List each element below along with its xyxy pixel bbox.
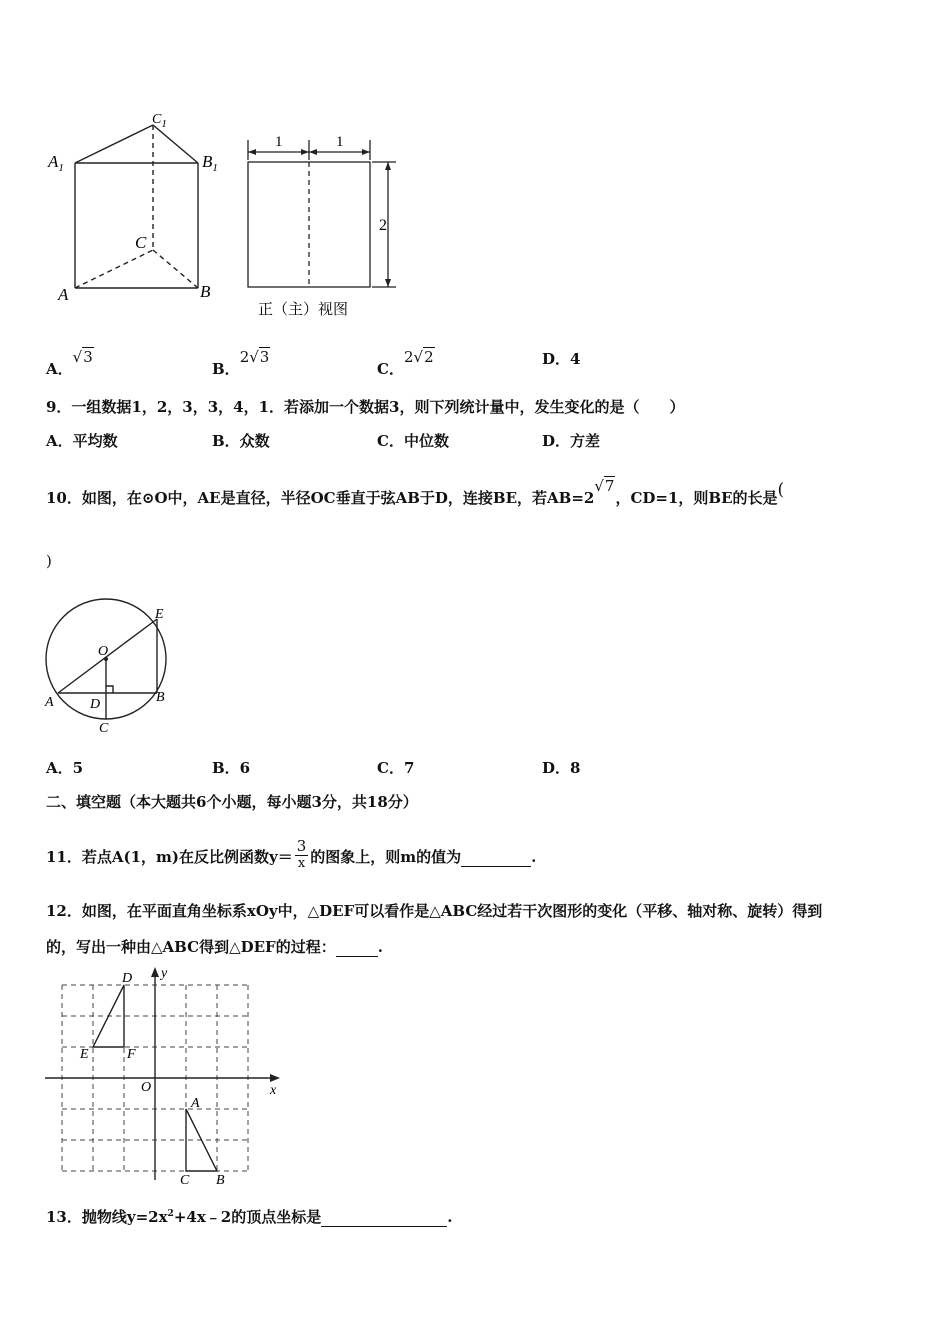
edge-c-b [153, 250, 198, 288]
q9-stem: 9．一组数据1，2，3，3，4，1．若添加一个数据3，则下列统计量中，发生变化的是（ ） [46, 398, 685, 416]
x-axis-arrow [270, 1074, 280, 1082]
dim-label-left: 1 [275, 134, 283, 150]
label-o: O [98, 644, 109, 659]
edge-a-c [75, 250, 153, 288]
front-view-caption: 正（主）视图 [258, 302, 349, 318]
right-angle-mark [106, 686, 113, 693]
svg-text:A1: $A_1$ [48, 152, 64, 174]
circle-figure [40, 596, 180, 741]
dim-label-height: 2 [379, 217, 387, 234]
q10-option-d[interactable]: D．8 [542, 759, 581, 777]
sqrt-expression: √3 [72, 348, 93, 366]
label-b: B [156, 690, 165, 705]
coordinate-grid-figure [40, 965, 290, 1195]
label-c1: C [152, 112, 162, 127]
svg-text:C1: $C_1$ [152, 112, 167, 130]
q8-option-d[interactable]: D．4 [542, 350, 581, 368]
label-d: D [90, 697, 101, 712]
edge-c1-b1 [153, 125, 198, 163]
label-c: C [135, 233, 147, 252]
answer-blank[interactable] [461, 848, 531, 867]
q8-option-b[interactable]: B．2√3 [212, 348, 270, 378]
label-x: x [270, 1083, 277, 1098]
prism-figure [40, 105, 230, 305]
label-b1: B [202, 152, 213, 171]
q13-stem: 13．抛物线$y=2x^2+4x﹣2$的顶点坐标是 . [46, 1208, 453, 1226]
sqrt-expression: 2√3 [239, 348, 270, 366]
svg-text:B1: $B_1$ [202, 152, 218, 174]
label-e: E [80, 1047, 89, 1062]
label-a: A [45, 695, 54, 710]
q10-option-a[interactable]: A．5 [46, 759, 84, 777]
q10-option-c[interactable]: C．7 [377, 759, 415, 777]
q12-line1: 12．如图，在平面直角坐标系xOy中，△DEF可以看作是△ABC经过若干次图形的变化（平移、轴对称、旋转）得到 [46, 902, 823, 920]
label-b: B [200, 282, 211, 301]
q8-option-c[interactable]: C．2√2 [377, 348, 434, 378]
q10-close-paren: ) [46, 552, 52, 570]
label-a: A [191, 1096, 200, 1111]
label-d: D [122, 971, 133, 986]
dim-label-right: 1 [336, 134, 344, 150]
y-axis-arrow [151, 967, 159, 977]
q10-option-b[interactable]: B．6 [212, 759, 251, 777]
label-b: B [216, 1173, 225, 1188]
q8-option-a[interactable]: A．√3 [46, 348, 93, 378]
q9-option-b[interactable]: B．众数 [212, 432, 270, 450]
edge-a1-c1 [75, 125, 153, 163]
label-c: C [180, 1173, 190, 1188]
front-view-figure [238, 130, 408, 325]
fraction: $\frac{3}{x}$ [296, 837, 307, 871]
label-o: O [141, 1080, 152, 1095]
label-a1: A [48, 152, 59, 171]
label-y: y [161, 966, 168, 981]
label-c: C [99, 721, 109, 736]
answer-blank[interactable] [321, 1208, 447, 1227]
q12-line2: 的，写出一种由△ABC得到△DEF的过程： . [46, 938, 383, 956]
label-f: F [127, 1047, 136, 1062]
q9-option-c[interactable]: C．中位数 [377, 432, 449, 450]
q10-stem: 10．如图，在⊙O中，AE是直径，半径OC垂直于弦AB于D，连接BE，若AB=2√7，CD=1，则BE的长是( [46, 477, 785, 507]
label-e: E [155, 607, 164, 622]
label-a: A [58, 285, 69, 304]
sqrt-expression: 2√2 [403, 348, 434, 366]
sqrt-expression: √7 [594, 477, 615, 495]
section-title: 二、填空题（本大题共6个小题，每小题3分，共18分） [46, 793, 418, 811]
q9-option-a[interactable]: A．平均数 [46, 432, 118, 450]
q11-stem: 11．若点A(1，m)在反比例函数y＝ $\frac{3}{x}$ 的图象上，则m的值为 . [46, 837, 537, 871]
q9-option-d[interactable]: D．方差 [542, 432, 601, 450]
answer-blank[interactable] [336, 938, 378, 957]
